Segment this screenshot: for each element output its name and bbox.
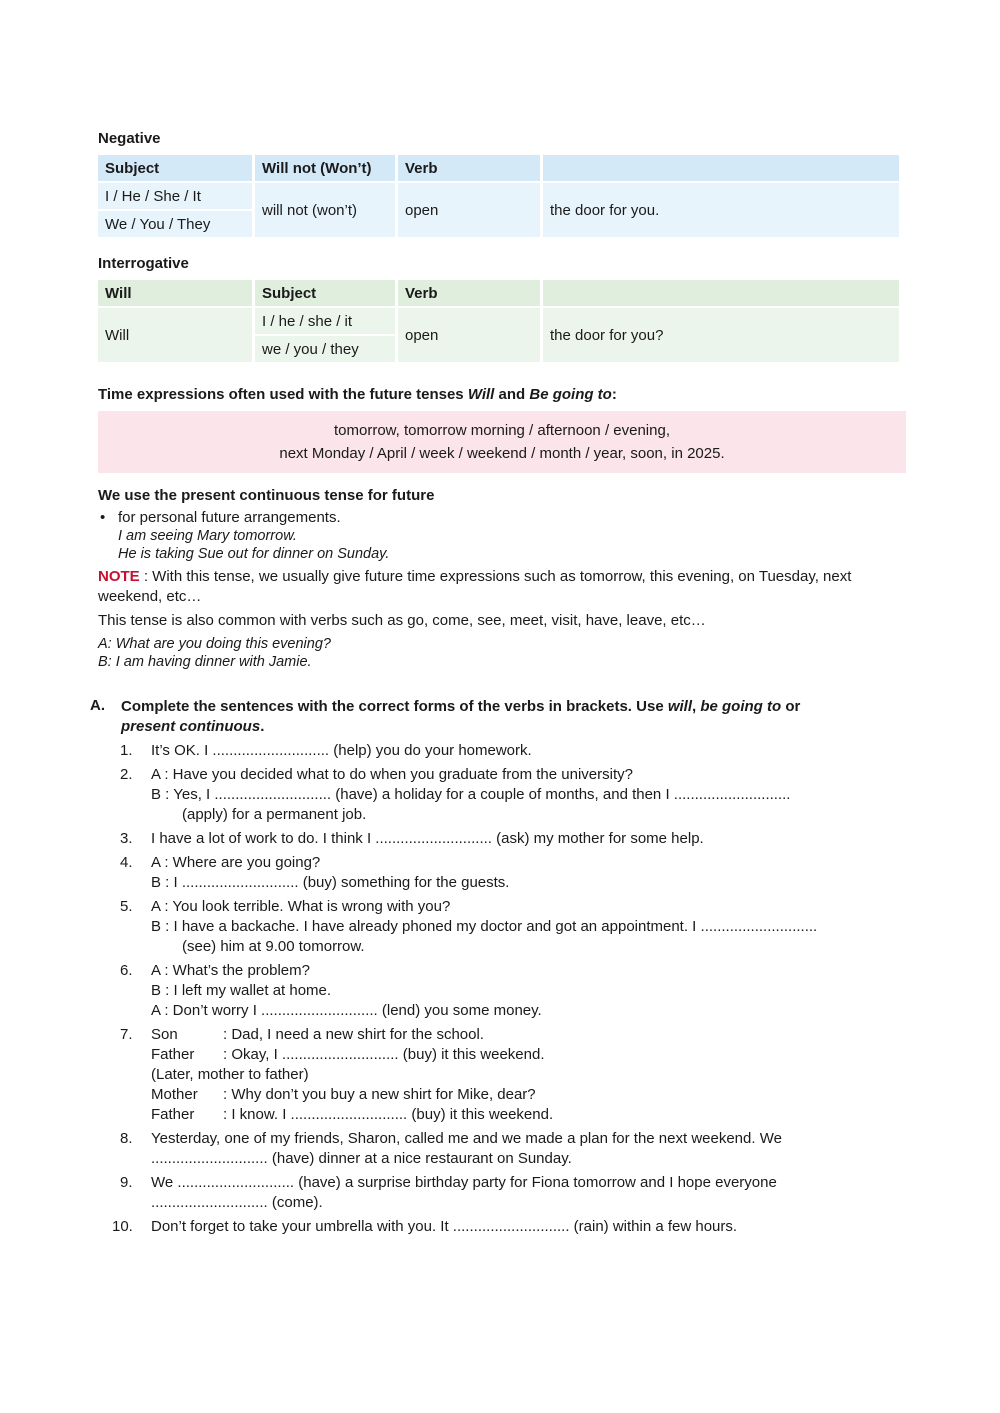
exercise-line[interactable]: B : I ............................ (buy) something for the guests. bbox=[151, 874, 510, 891]
common-verbs-text: This tense is also common with verbs such as go, come, see, meet, visit, have, leave, etc… bbox=[98, 612, 706, 629]
exercise-line[interactable]: I have a lot of work to do. I think I ............................ (ask) my mother for some help. bbox=[151, 830, 704, 847]
exercise-line[interactable]: Father : Okay, I ............................ (buy) it this weekend. bbox=[151, 1046, 545, 1063]
exercise-line: B : I left my wallet at home. bbox=[151, 982, 332, 999]
negative-header-blank bbox=[543, 155, 899, 181]
note-label: NOTE bbox=[98, 568, 140, 585]
interrogative-header-blank bbox=[543, 280, 899, 306]
worksheet bbox=[90, 130, 908, 1241]
exercise-line[interactable]: Don’t forget to take your umbrella with you. It ............................ (rain) within a few hours. bbox=[151, 1218, 738, 1235]
exercise-item: 1. It’s OK. I ............................ (help) you do your homework. bbox=[120, 741, 908, 761]
interrogative-verb: open bbox=[398, 308, 540, 362]
negative-subject-plural: We / You / They bbox=[98, 211, 252, 237]
time-expressions-box bbox=[98, 411, 906, 473]
negative-header-subject: Subject bbox=[98, 155, 252, 181]
interrogative-header-will: Will bbox=[98, 280, 252, 306]
exercise-item: 7. Son : Dad, I need a new shirt for the school. Father : Okay, I ............................ (buy) it this weekend. (Later, mother to father) Mother : Why don’t you buy a new shirt for Mike, dear? Father : I know. I ............................ (buy) it this weekend. bbox=[120, 1025, 908, 1125]
note: NOTE : With this tense, we usually give future time expressions such as tomorrow, this evening, on Tuesday, next weekend, etc… bbox=[98, 568, 852, 605]
time-expressions-line-2: next Monday / April / week / weekend / month / year, soon, in 2025. bbox=[279, 445, 725, 462]
exercise-line: Son : Dad, I need a new shirt for the school. bbox=[151, 1026, 484, 1043]
interrogative-header-subject: Subject bbox=[255, 280, 395, 306]
exercise-line: A : What’s the problem? bbox=[151, 962, 310, 979]
exercise-line: A : Have you decided what to do when you graduate from the university? bbox=[151, 766, 633, 783]
present-continuous-bullet: • for personal future arrangements. bbox=[100, 509, 341, 526]
exercise-item: 2. A : Have you decided what to do when you graduate from the university? B : Yes, I ............................ (have) a holiday for a couple of months, and then I ............................ (apply) for a permanent job. bbox=[120, 765, 908, 825]
interrogative-subject-plural: we / you / they bbox=[255, 336, 395, 362]
negative-table bbox=[95, 153, 902, 239]
interrogative-table bbox=[95, 278, 902, 364]
exercise-line: A : You look terrible. What is wrong with you? bbox=[151, 898, 451, 915]
exercise-line: Yesterday, one of my friends, Sharon, called me and we made a plan for the next weekend. We bbox=[151, 1130, 782, 1147]
negative-subject-singular: I / He / She / It bbox=[98, 183, 252, 209]
interrogative-rest: the door for you? bbox=[543, 308, 899, 362]
exercise-line[interactable]: Father : I know. I ............................ (buy) it this weekend. bbox=[151, 1106, 554, 1123]
exercise-a bbox=[90, 697, 908, 1237]
exercise-line[interactable]: B : I have a backache. I have already phoned my doctor and got an appointment. I ............................ bbox=[151, 918, 818, 935]
exercise-line[interactable]: (apply) for a permanent job. bbox=[182, 806, 367, 823]
exercise-items bbox=[98, 741, 908, 1237]
negative-header-will-not: Will not (Won’t) bbox=[255, 155, 395, 181]
time-expressions-title: Time expressions often used with the future tenses Will and Be going to: bbox=[98, 386, 617, 403]
exercise-line: (Later, mother to father) bbox=[151, 1066, 309, 1083]
negative-header-verb: Verb bbox=[398, 155, 540, 181]
present-continuous-title: We use the present continuous tense for future bbox=[98, 487, 435, 504]
dialogue-line: B: I am having dinner with Jamie. bbox=[98, 654, 312, 670]
exercise-line[interactable]: We ............................ (have) a surprise birthday party for Fiona tomorrow and I hope everyone bbox=[151, 1174, 777, 1191]
negative-aux: will not (won’t) bbox=[255, 183, 395, 237]
exercise-line[interactable]: ............................ (come). bbox=[151, 1194, 323, 1211]
exercise-item: 3. I have a lot of work to do. I think I ............................ (ask) my mother for some help. bbox=[120, 829, 908, 849]
exercise-item: 6. A : What’s the problem? B : I left my wallet at home. A : Don’t worry I ............................ (lend) you some money. bbox=[120, 961, 908, 1021]
interrogative-aux: Will bbox=[98, 308, 252, 362]
exercise-line: Mother : Why don’t you buy a new shirt for Mike, dear? bbox=[151, 1086, 536, 1103]
negative-rest: the door for you. bbox=[543, 183, 899, 237]
interrogative-subject-singular: I / he / she / it bbox=[255, 308, 395, 334]
exercise-line[interactable]: B : Yes, I ............................ (have) a holiday for a couple of months, and then I ............................ bbox=[151, 786, 791, 803]
exercise-line: A : Where are you going? bbox=[151, 854, 321, 871]
bullet-icon: • bbox=[100, 509, 106, 526]
exercise-item: 8. Yesterday, one of my friends, Sharon, called me and we made a plan for the next weekend. We ............................ (have) dinner at a nice restaurant on Sunday. bbox=[120, 1129, 908, 1169]
exercise-line[interactable]: (see) him at 9.00 tomorrow. bbox=[182, 938, 365, 955]
exercise-item: 4. A : Where are you going? B : I ............................ (buy) something for the guests. bbox=[120, 853, 908, 893]
interrogative-title: Interrogative bbox=[98, 255, 189, 272]
example-sentence: I am seeing Mary tomorrow. bbox=[118, 528, 297, 544]
exercise-line[interactable]: It’s OK. I ............................ (help) you do your homework. bbox=[151, 742, 532, 759]
negative-title: Negative bbox=[98, 130, 161, 147]
negative-verb: open bbox=[398, 183, 540, 237]
dialogue-line: A: What are you doing this evening? bbox=[98, 636, 331, 652]
exercise-letter: A. bbox=[90, 697, 105, 714]
exercise-instructions: Complete the sentences with the correct forms of the verbs in brackets. Use will, be going to or present continuous. bbox=[121, 698, 801, 735]
exercise-line[interactable]: A : Don’t worry I ............................ (lend) you some money. bbox=[151, 1002, 542, 1019]
exercise-item: 9. We ............................ (have) a surprise birthday party for Fiona tomorrow and I hope everyone ............................ (come). bbox=[120, 1173, 908, 1213]
time-expressions-line-1: tomorrow, tomorrow morning / afternoon / evening, bbox=[334, 422, 670, 439]
exercise-line[interactable]: ............................ (have) dinner at a nice restaurant on Sunday. bbox=[151, 1150, 572, 1167]
exercise-item: 5. A : You look terrible. What is wrong with you? B : I have a backache. I have already phoned my doctor and got an appointment. I ............................ (see) him at 9.00 tomorrow. bbox=[120, 897, 908, 957]
example-sentence: He is taking Sue out for dinner on Sunday. bbox=[118, 546, 390, 562]
interrogative-header-verb: Verb bbox=[398, 280, 540, 306]
exercise-item: 10. Don’t forget to take your umbrella with you. It ............................ (rain) within a few hours. bbox=[120, 1217, 908, 1237]
